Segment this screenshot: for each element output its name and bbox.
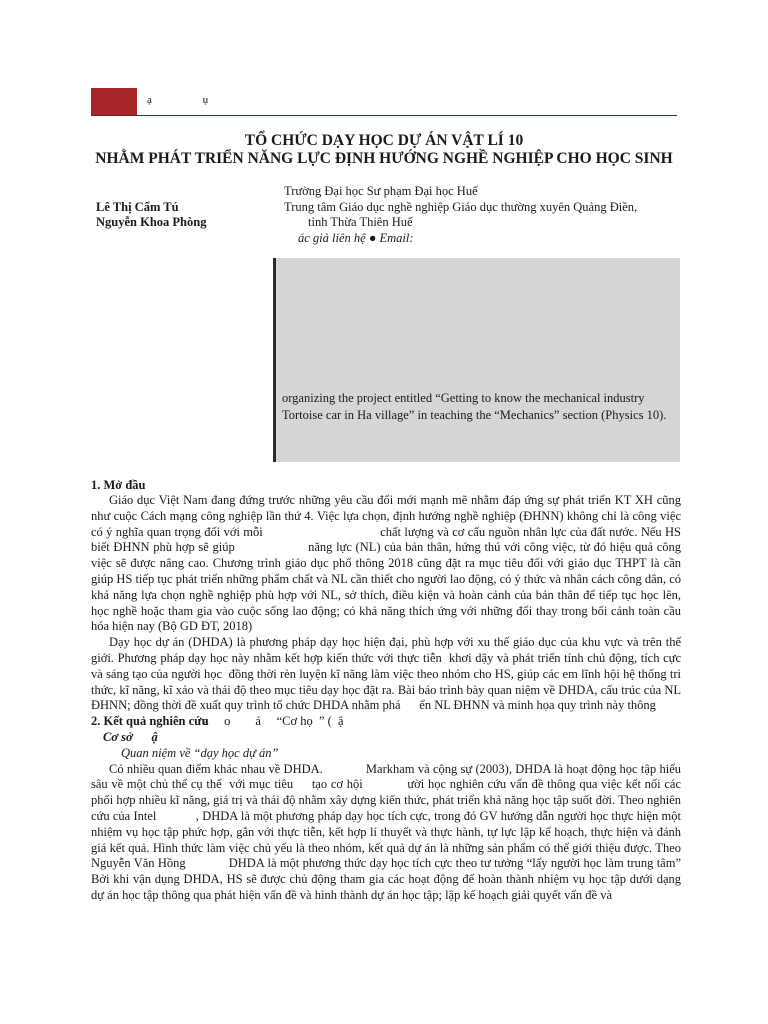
section-1-paragraph-2: Dạy học dự án (DHDA) là phương pháp dạy học hiện đại, phù hợp với xu thế giáo dục của khu vực và trên thế giới. Phương pháp dạy học này nhằm kết hợp kiến thức với thực tiễn khơi dậy và phát triển tính chủ động, tích cực và sáng tạo của người học đồng thời rèn luyện kĩ năng làm việc theo nhóm cho HS, giúp các em lĩnh hội hệ thống tri thức, kĩ năng, kĩ xảo và thái độ theo mục tiêu dạy học đặt ra. Bài báo trình bày quan niệm về DHDA, cấu trúc của NL ĐHNN; đồng thời đề xuất quy trình tổ chức DHDA nhằm phá ển NL ĐHNN và minh họa quy trình này thông xyxy=(91,635,685,713)
subsection-title: Cơ sở ậ xyxy=(103,730,158,744)
author-1: Lê Thị Cẩm Tú xyxy=(96,200,179,214)
header-accent-block xyxy=(91,88,137,116)
section-2-paragraph-1: Có nhiều quan điểm khác nhau về DHDA. Markham và cộng sự (2003), DHDA là hoạt động học tập hiểu sâu về một chủ thể cụ thể với mục tiêu tạo cơ hội ười học nghiên cứu vấn đề thông qua việc kết nối các phối hợp nhiều kĩ năng, giá trị và thái độ nhằm xây dựng kiến thức, phát triển khả năng học tập suốt đời. Theo nghiên cứu của Intel , DHDA là một phương pháp dạy học tích cực, trong đó GV hướng dẫn người học thực hiện một nhiệm vụ học tập phức hợp, gắn với thực tiễn, kết hợp lí thuyết và thực hành, tự lực lập kế hoạch, thực hiện và đánh giá kết quả. Hình thức làm việc chủ yếu là theo nhóm, kết quả dự án là những sản phẩm có thể giới thiệu được. Theo Nguyễn Văn Hồng DHDA là một phương thức dạy học tích cực theo tư tưởng “lấy người học làm trung tâm” Bởi khi vận dụng DHDA, HS sẽ được chủ động tham gia các hoạt động để hoàn thành nhiệm vụ học tập dưới dạng dự án học tập thông qua phát hiện vấn đề và hình thành dự án học tập; lập kế hoạch giải quyết vấn đề và xyxy=(91,761,722,902)
affiliation-2a: Trung tâm Giáo dục nghề nghiệp Giáo dục thường xuyên Quảng Điền, xyxy=(284,200,638,214)
paper-title-line2: NHẰM PHÁT TRIỂN NĂNG LỰC ĐỊNH HƯỚNG NGHỀ NGHIỆP CHO HỌC SINH xyxy=(95,150,673,167)
header-rule xyxy=(91,115,677,116)
section-2-body xyxy=(91,730,722,904)
abstract-box xyxy=(273,258,680,462)
section-1-paragraph-3: a o ả “Cơ họ ” ( ậ xyxy=(203,714,344,729)
abstract-text: organizing the project entitled “Getting to know the mechanical industry Tortoise car in Ha village” in teaching the “Mechanics” section (Physics 10). xyxy=(282,391,667,422)
affiliation-1: Trường Đại học Sư phạm Đại học Huế xyxy=(284,184,478,198)
section-1-title: 1. Mở đầu xyxy=(91,478,146,492)
contact-line: ác giả liên hệ ● Email: xyxy=(298,231,414,245)
section-1-paragraph-1: Giáo dục Việt Nam đang đứng trước những yêu cầu đổi mới mạnh mẽ nhằm đáp ứng sự phát triển KT XH cũng như cuộc Cách mạng công nghiệp lần thứ 4. Việc lựa chọn, định hướng nghề nghiệp (ĐHNN) không chỉ là công việc có ý nghĩa quan trọng đối với mỗi chất lượng và cơ cấu nguồn nhân lực của đất nước. Nếu HS biết ĐHNN phù hợp sẽ giúp năng lực (NL) của bản thân, hứng thú với công việc, từ đó hiệu quả công việc sẽ được nâng cao. Chương trình giáo dục phổ thông 2018 cũng đặt ra mục tiêu đối với giáo dục THPT là cần giúp HS tiếp tục phát triển những phẩm chất và NL cần thiết cho người lao động, có ý thức và nhân cách công dân, có khả năng lựa chọn nghề nghiệp phù hợp với NL, sở thích, điều kiện và hoàn cảnh của bản thân để tiếp tục học lên, học nghề hoặc tham gia vào cuộc sống lao động; có khả năng thích ứng với những đổi thay trong bối cảnh toàn cầu hóa hiện nay (Bộ GD ĐT, 2018) xyxy=(91,493,685,634)
subsubsection-title: Quan niệm về “dạy học dự án” xyxy=(121,745,279,760)
section-1-body xyxy=(91,493,685,730)
paper-title-line1: TỔ CHỨC DẠY HỌC DỰ ÁN VẬT LÍ 10 xyxy=(244,132,524,149)
section-2-title: 2. Kết quả nghiên cứu xyxy=(91,714,209,728)
author-2: Nguyễn Khoa Phòng xyxy=(96,215,207,229)
running-header xyxy=(91,88,677,116)
affiliation-2b: tỉnh Thừa Thiên Huế xyxy=(308,215,413,229)
header-text: ạ ụ xyxy=(147,94,233,106)
